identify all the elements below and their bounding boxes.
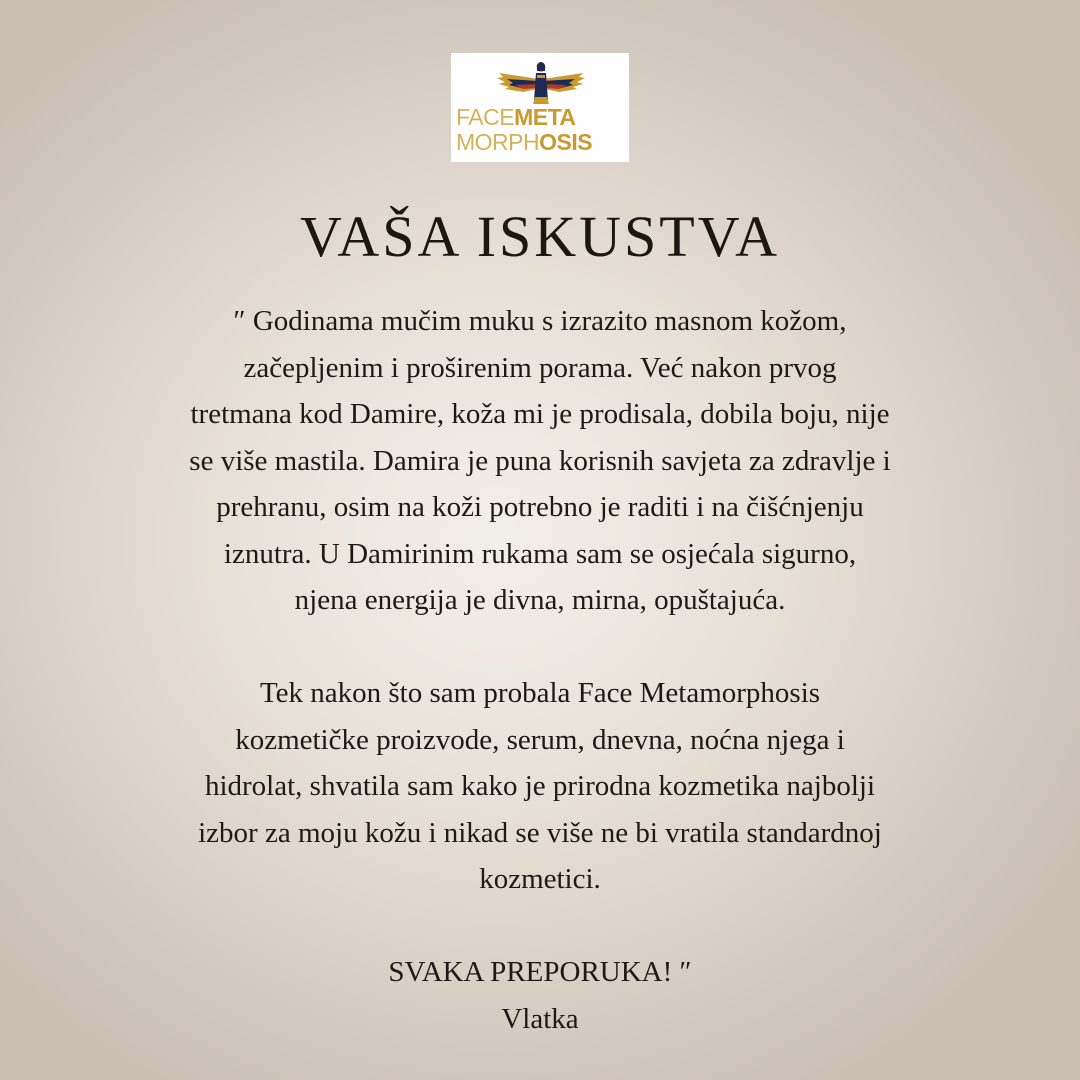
brand-logo (451, 53, 629, 162)
author-name: Vlatka (501, 1002, 579, 1035)
quote-line: prehranu, osim na koži potrebno je raditi i na čišćnjenju (216, 491, 864, 523)
winged-goddess-icon (493, 57, 589, 109)
quote-line: izbor za moju kožu i nikad se više ne bi vratila standardnoj (198, 816, 882, 849)
quote-line: hidrolat, shvatila sam kako je prirodna kozmetika najbolji (204, 770, 876, 802)
testimonial-text (60, 298, 1020, 1042)
quote-line: njena energija je divna, mirna, opuštajuća. (294, 584, 786, 616)
paragraph-gap (60, 624, 1020, 671)
quote-line: se više mastila. Damira je puna korisnih savjeta za zdravlje i (189, 444, 891, 477)
quote-line: iznutra. U Damirinim rukama sam se osjećala sigurno, (223, 537, 857, 570)
closing-line: SVAKA PREPORUKA! ″ (388, 956, 692, 988)
quote-line: Tek nakon što sam probala Face Metamorphosis (259, 677, 821, 709)
page-title: VAŠA ISKUSTVA (299, 204, 781, 269)
logo-wordmark-line1: FACEMETA (456, 104, 576, 130)
quote-line: kozmetičke proizvode, serum, dnevna, noćna njega i (235, 723, 845, 756)
quote-line: kozmetici. (479, 863, 601, 895)
logo-wordmark-line2: MORPHOSIS (456, 129, 593, 155)
quote-line: začepljenim i proširenim porama. Već nakon prvog (243, 351, 837, 384)
quote-line: tretmana kod Damire, koža mi je prodisala, dobila boju, nije (190, 398, 890, 430)
paragraph-gap (60, 903, 1020, 950)
quote-line: ″ Godinama mučim muku s izrazito masnom kožom, (233, 305, 847, 337)
